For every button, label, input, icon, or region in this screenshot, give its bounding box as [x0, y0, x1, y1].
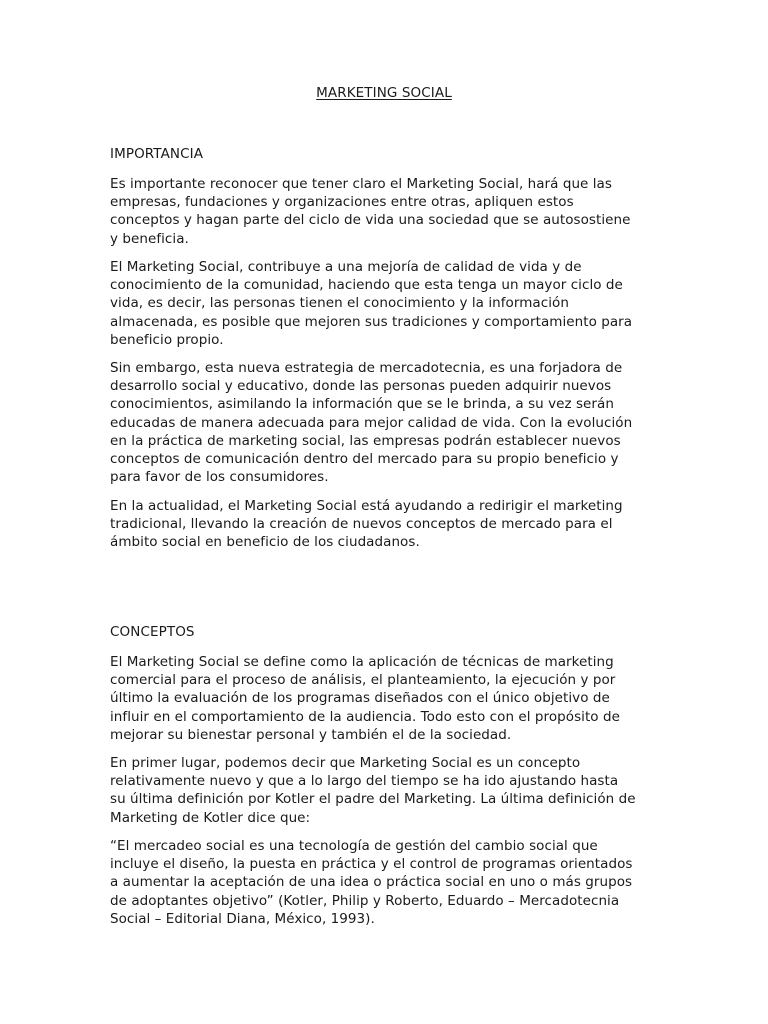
paragraph: En primer lugar, podemos decir que Marketing Social es un concepto relativamente nuevo y que a lo largo del tiempo se ha ido ajustando hasta su última definición por Kotler el padre del Marketing. La última definición de Marketing de Kotler dice que:	[110, 755, 636, 826]
document-title: MARKETING SOCIAL	[316, 85, 452, 101]
section-heading-conceptos: CONCEPTOS	[110, 624, 195, 640]
section-heading-importancia: IMPORTANCIA	[110, 146, 204, 162]
paragraph: En la actualidad, el Marketing Social está ayudando a redirigir el marketing tradicional, llevando la creación de nuevos conceptos de mercado para el ámbito social en beneficio de los ciudadanos.	[110, 498, 623, 551]
paragraph: El Marketing Social se define como la aplicación de técnicas de marketing comercial para el proceso de análisis, el planteamiento, la ejecución y por último la evaluación de los programas diseñados con el único objetivo de influir en el comportamiento de la audiencia. Todo esto con el propósito de mejorar su bienestar personal y también el de la sociedad.	[110, 654, 620, 743]
paragraph: Sin embargo, esta nueva estrategia de mercadotecnia, es una forjadora de desarrollo social y educativo, donde las personas pueden adquirir nuevos conocimientos, asimilando la información que se le brinda, a su vez serán educadas de manera adecuada para mejor calidad de vida. Con la evolución en la práctica de marketing social, las empresas podrán establecer nuevos conceptos de comunicación dentro del mercado para su propio beneficio y para favor de los consumidores.	[110, 360, 633, 486]
paragraph: El Marketing Social, contribuye a una mejoría de calidad de vida y de conocimiento de la comunidad, haciendo que esta tenga un mayor ciclo de vida, es decir, las personas tienen el conocimiento y la información almacenada, es posible que mejoren sus tradiciones y comportamiento para beneficio propio.	[110, 259, 633, 348]
quote-paragraph: “El mercadeo social es una tecnología de gestión del cambio social que incluye el diseño, la puesta en práctica y el control de programas orientados a aumentar la aceptación de una idea o práctica social en uno o más grupos de adoptantes objetivo” (Kotler, Philip y Roberto, Eduardo – Mercadotecnia Social – Editorial Diana, México, 1993).	[110, 838, 633, 927]
paragraph: Es importante reconocer que tener claro el Marketing Social, hará que las empresas, fundaciones y organizaciones entre otras, apliquen estos conceptos y hagan parte del ciclo de vida una sociedad que se autosostiene y beneficia.	[110, 176, 631, 247]
